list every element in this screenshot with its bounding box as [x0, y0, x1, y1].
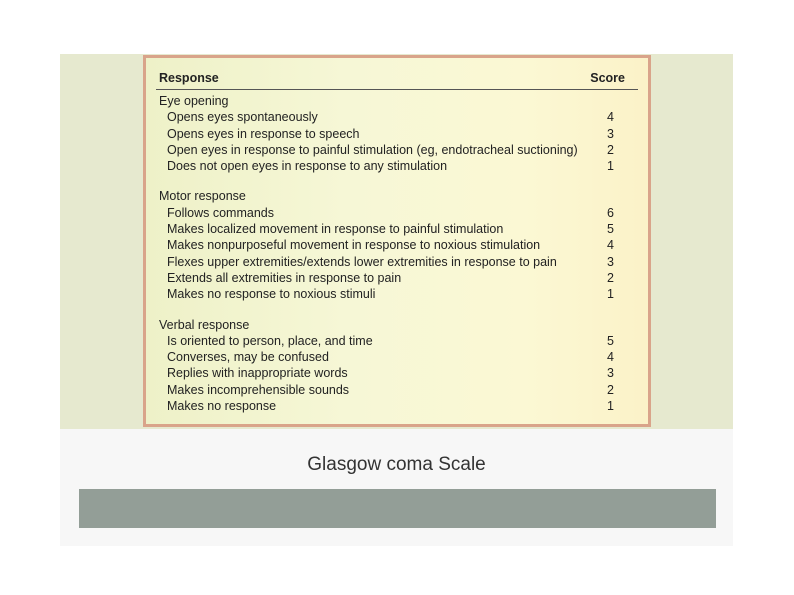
header-response: Response: [159, 71, 219, 85]
row-score: 3: [607, 254, 614, 269]
table-row: [156, 254, 638, 270]
table-row: [156, 270, 638, 286]
row-label: Extends all extremities in response to pain: [167, 270, 402, 285]
section-verbal-response: [156, 317, 638, 415]
table-row: [156, 349, 638, 365]
row-score: 4: [607, 350, 614, 365]
table-row: [156, 109, 638, 125]
row-label: Replies with inappropriate words: [167, 366, 348, 381]
row-label: Opens eyes in response to speech: [167, 126, 360, 141]
row-score: 2: [607, 142, 614, 157]
table-header: [156, 68, 638, 90]
row-label: Opens eyes spontaneously: [167, 110, 318, 125]
row-label: Makes no response: [167, 399, 277, 414]
row-score: 1: [607, 287, 614, 302]
row-label: Converses, may be confused: [167, 350, 329, 365]
row-label: Follows commands: [167, 205, 274, 220]
section-title: Verbal response: [159, 317, 250, 332]
section-eye-opening: [156, 93, 638, 174]
table-row: [156, 126, 638, 142]
table-row: [156, 221, 638, 237]
row-score: 4: [607, 110, 614, 125]
table-row: [156, 382, 638, 398]
table-row: [156, 398, 638, 414]
section-title: Eye opening: [159, 94, 229, 108]
row-score: 2: [607, 382, 614, 397]
table-row: [156, 365, 638, 381]
gcs-table: [143, 55, 651, 427]
caption-area: [60, 429, 733, 489]
row-label: Makes incomprehensible sounds: [167, 382, 350, 397]
row-label: Open eyes in response to painful stimulation (eg, endotracheal suctioning): [167, 142, 578, 157]
table-row: [156, 142, 638, 158]
table-row: [156, 286, 638, 302]
row-score: 5: [607, 333, 614, 348]
row-score: 5: [607, 222, 614, 237]
table-row: [156, 158, 638, 174]
footer-bar: [79, 489, 716, 528]
table-row: [156, 205, 638, 221]
row-score: 6: [607, 205, 614, 220]
section-title: Motor response: [159, 189, 246, 204]
row-score: 4: [607, 238, 614, 253]
header-score: Score: [590, 71, 625, 85]
table-row: [156, 333, 638, 349]
row-label: Is oriented to person, place, and time: [167, 333, 373, 348]
row-score: 3: [607, 126, 614, 141]
row-label: Makes nonpurposeful movement in response to noxious stimulation: [167, 238, 541, 253]
section-motor-response: [156, 188, 638, 302]
row-score: 3: [607, 366, 614, 381]
table-body: [156, 68, 638, 416]
row-score: 2: [607, 270, 614, 285]
row-label: Flexes upper extremities/extends lower extremities in response to pain: [167, 254, 557, 269]
row-score: 1: [607, 399, 614, 414]
row-score: 1: [607, 159, 614, 174]
row-label: Makes localized movement in response to painful stimulation: [167, 222, 504, 237]
slide-caption: Glasgow coma Scale: [307, 454, 486, 475]
table-row: [156, 237, 638, 253]
row-label: Makes no response to noxious stimuli: [167, 287, 376, 302]
row-label: Does not open eyes in response to any stimulation: [167, 159, 448, 174]
